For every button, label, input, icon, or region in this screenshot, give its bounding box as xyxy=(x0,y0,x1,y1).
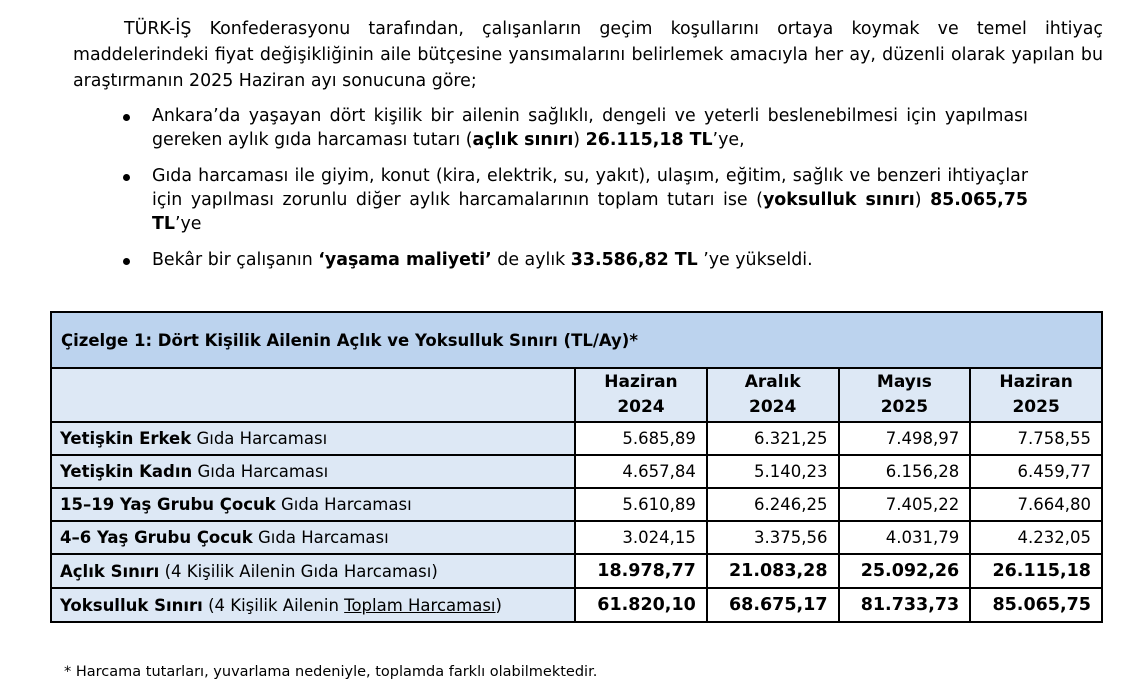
column-header: Haziran 2024 xyxy=(575,368,707,422)
intro-text: TÜRK-İŞ Konfederasyonu tarafından, çalışanların geçim koşullarını ortaya koymak ve temel ihtiyaç maddelerindeki fiyat değişikliğinin aile bütçesine yansımalarını belirlemek amacıyla her ay, düzenli olarak yapılan bu araştırmanın 2025 Haziran ayı sonucuna göre; xyxy=(73,19,1103,91)
bullet-bold: açlık sınırı xyxy=(472,130,574,150)
bullet-dot-icon xyxy=(123,114,130,121)
table-cell: 7.758,55 xyxy=(970,422,1102,455)
table-cell: 6.459,77 xyxy=(970,455,1102,488)
poverty-line-table xyxy=(50,311,1103,623)
table-cell: 21.083,28 xyxy=(707,554,839,588)
table-row xyxy=(51,488,1102,521)
table-cell: 3.024,15 xyxy=(575,521,707,554)
bullet-text: Ankara’da yaşayan dört kişilik bir ailenin sağlıklı, dengeli ve yeterli beslenebilmesi için yapılması gereken aylık gıda harcaması tutarı ( xyxy=(152,106,1028,150)
bullet-dot-icon xyxy=(123,258,130,265)
column-header: Aralık 2024 xyxy=(707,368,839,422)
bullet-text: ) xyxy=(573,130,586,150)
bullet-text: Bekâr bir çalışanın xyxy=(152,250,319,270)
table-cell: 61.820,10 xyxy=(575,588,707,622)
header-blank xyxy=(51,368,575,422)
bullet-poverty-line xyxy=(116,164,1028,236)
table-caption: Çizelge 1: Dört Kişilik Ailenin Açlık ve Yoksulluk Sınırı (TL/Ay)* xyxy=(51,312,1102,368)
footnote: * Harcama tutarları, yuvarlama nedeniyle, toplamda farklı olabilmektedir. xyxy=(64,664,598,680)
bullet-text: ’ye, xyxy=(712,130,745,150)
table-cell: 6.321,25 xyxy=(707,422,839,455)
table-cell: 25.092,26 xyxy=(839,554,971,588)
bullet-amount: 85.065,75 TL xyxy=(152,190,1028,234)
table-row xyxy=(51,521,1102,554)
table-cell: 6.246,25 xyxy=(707,488,839,521)
poverty-line-row xyxy=(51,588,1102,622)
row-label: Yetişkin Erkek Gıda Harcaması xyxy=(51,422,575,455)
intro-paragraph xyxy=(73,16,1103,94)
table-row xyxy=(51,422,1102,455)
hunger-line-row xyxy=(51,554,1102,588)
bullet-text: ) xyxy=(914,190,931,210)
bullet-list xyxy=(116,104,1028,284)
table-cell: 4.031,79 xyxy=(839,521,971,554)
bullet-text: de aylık xyxy=(491,250,571,270)
table-cell: 5.140,23 xyxy=(707,455,839,488)
bullet-living-cost xyxy=(116,248,1028,272)
table-cell: 4.657,84 xyxy=(575,455,707,488)
table-cell: 68.675,17 xyxy=(707,588,839,622)
table-cell: 18.978,77 xyxy=(575,554,707,588)
row-label: 4–6 Yaş Grubu Çocuk Gıda Harcaması xyxy=(51,521,575,554)
bullet-hunger-line xyxy=(116,104,1028,152)
bullet-bold: ‘yaşama maliyeti’ xyxy=(318,250,492,270)
table-cell: 3.375,56 xyxy=(707,521,839,554)
table-cell: 5.610,89 xyxy=(575,488,707,521)
column-header: Mayıs 2025 xyxy=(839,368,971,422)
row-label: Açlık Sınırı (4 Kişilik Ailenin Gıda Harcaması) xyxy=(51,554,575,588)
table-cell: 81.733,73 xyxy=(839,588,971,622)
table-header-row xyxy=(51,368,1102,422)
table-row xyxy=(51,455,1102,488)
bullet-dot-icon xyxy=(123,174,130,181)
column-header: Haziran 2025 xyxy=(970,368,1102,422)
table-cell: 4.232,05 xyxy=(970,521,1102,554)
table-cell: 6.156,28 xyxy=(839,455,971,488)
table-cell: 5.685,89 xyxy=(575,422,707,455)
bullet-amount: 26.115,18 TL xyxy=(585,130,713,150)
bullet-text: ’ye yükseldi. xyxy=(697,250,813,270)
bullet-text: Gıda harcaması ile giyim, konut (kira, elektrik, su, yakıt), ulaşım, eğitim, sağlık ve benzeri ihtiyaçlar için yapılması zorunlu diğer aylık harcamalarının toplam tutarı ise ( xyxy=(152,166,1028,210)
table-cell: 7.405,22 xyxy=(839,488,971,521)
table-cell: 85.065,75 xyxy=(970,588,1102,622)
row-label: Yoksulluk Sınırı (4 Kişilik Ailenin Toplam Harcaması) xyxy=(51,588,575,622)
bullet-bold: yoksulluk sınırı xyxy=(762,190,915,210)
table-cell: 7.498,97 xyxy=(839,422,971,455)
row-label: Yetişkin Kadın Gıda Harcaması xyxy=(51,455,575,488)
bullet-text: ’ye xyxy=(174,214,202,234)
row-label: 15–19 Yaş Grubu Çocuk Gıda Harcaması xyxy=(51,488,575,521)
table-cell: 7.664,80 xyxy=(970,488,1102,521)
table-cell: 26.115,18 xyxy=(970,554,1102,588)
bullet-amount: 33.586,82 TL xyxy=(570,250,698,270)
